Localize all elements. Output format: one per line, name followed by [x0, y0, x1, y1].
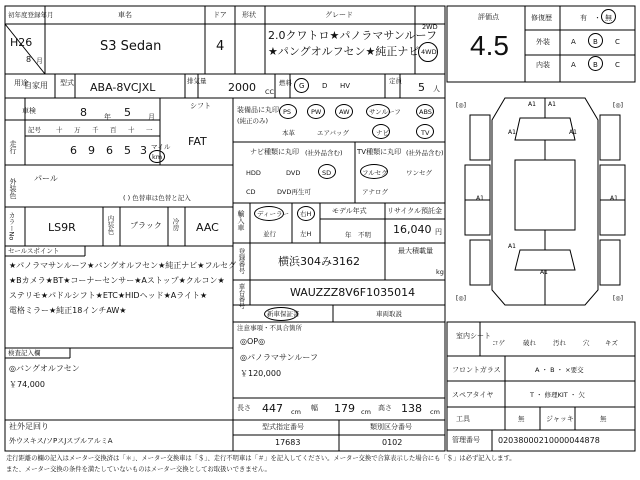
svg-text:[◎]: [◎] — [613, 102, 623, 109]
cc-unit: CC — [265, 88, 275, 96]
footer-note-1: 走行距離の欄の記入はメーター交換済は「＊」、メーター交換車は「＄」、走行不明車は「＃」を記入してください。メーター交換で合算表示した場合にも「＄」は必ず記入します。 — [6, 455, 516, 462]
svg-text:A1: A1 — [569, 129, 577, 136]
color-no: LS9R — [48, 221, 76, 234]
shift: FAT — [188, 135, 207, 148]
int-color: ブラック — [130, 221, 162, 230]
int-item-3: 汚れ — [553, 339, 566, 347]
int-color-label: 内装色 — [106, 215, 115, 235]
note-2: ◎パノラマサンルーフ — [240, 353, 318, 362]
note-3: ￥120,000 — [240, 369, 282, 378]
int-item-5: キズ — [605, 339, 618, 347]
height-label: 高さ — [378, 404, 392, 412]
equip-sub: (純正のみ) — [237, 117, 269, 125]
digit-hdr-6: 一 — [146, 126, 153, 134]
import-label: 輸入車 — [237, 210, 245, 231]
sales-point-4: 電格ミラー★純正18インチAW★ — [9, 306, 127, 315]
grade-4wd: 4WD — [421, 48, 437, 56]
fuel-g: G — [299, 82, 305, 90]
width: 179 — [334, 402, 355, 415]
interior-seat-label: 室内シート — [456, 332, 491, 340]
int-item-4: 穴 — [583, 339, 590, 347]
int-grade-b: B — [593, 61, 598, 69]
navi-dvd-play: DVD再生可 — [277, 188, 311, 196]
shape-label: 形状 — [242, 11, 256, 19]
tv-label: TV種類に丸印 — [357, 148, 402, 156]
inspection-label: 車検 — [22, 107, 36, 115]
reg-month: 8 — [26, 55, 32, 64]
score: 4.5 — [470, 30, 509, 61]
equip-tv: TV — [421, 129, 430, 137]
model-code: ABA-8VCJXL — [90, 81, 156, 94]
exterior-label: 外装 — [536, 38, 550, 46]
equip-leather: 本革 — [282, 129, 295, 137]
width-unit: cm — [361, 408, 371, 416]
import-dealer: ディーラー — [257, 210, 289, 218]
length: 447 — [262, 402, 283, 415]
capacity-label: 定員 — [389, 77, 402, 85]
ext-color: パール — [34, 174, 58, 183]
equip-pw: PW — [311, 108, 322, 116]
svg-text:A1: A1 — [476, 195, 484, 202]
svg-text:A1: A1 — [610, 195, 618, 202]
width-label: 幅 — [311, 404, 318, 412]
height: 138 — [401, 402, 422, 415]
recycle: 16,040 — [393, 223, 432, 236]
year-unit: 年 — [104, 113, 111, 121]
svg-text:[◎]: [◎] — [456, 102, 466, 109]
ext-color-label: 外装色 — [9, 178, 17, 199]
navi-hdd: HDD — [246, 169, 261, 177]
color-no-label: カラーNo — [7, 212, 16, 241]
model-year-value: 年 不明 — [345, 231, 371, 239]
mileage-place-label: 記号 — [28, 126, 41, 134]
name-label: 車名 — [118, 11, 132, 19]
model-year-label: モデル年式 — [332, 207, 367, 215]
reg-label: 初年度登録年月 — [8, 11, 54, 19]
mgmt-label: 管理番号 — [452, 436, 480, 444]
shift-label: シフト — [190, 102, 211, 110]
int-item-1: コゲ — [492, 339, 505, 347]
mileage-digit-5: 3 — [140, 144, 147, 157]
doors: 4 — [216, 39, 225, 54]
svg-text:A1: A1 — [548, 101, 556, 108]
spare-label: スペアタイヤ — [452, 391, 494, 399]
tv-fullseg: フルセグ — [362, 169, 388, 177]
mileage-digit-2: 9 — [88, 144, 95, 157]
repair-label: 修復歴 — [531, 14, 552, 22]
equip-abs: ABS — [419, 108, 432, 116]
grade-label: グレード — [325, 11, 353, 19]
digit-hdr-5: 十 — [128, 126, 135, 134]
door-label: ドア — [213, 11, 227, 19]
type-cert-label: 型式指定番号 — [262, 423, 304, 431]
ext-grade-a: A — [571, 38, 576, 46]
notes-label: 注意事項・不具合箇所 — [237, 324, 302, 332]
int-grade-c: C — [615, 61, 620, 69]
navi-cd: CD — [246, 188, 256, 196]
month-unit: 月 — [148, 113, 155, 121]
chassis: WAUZZZ8V6F1035014 — [290, 286, 416, 299]
fuel-hv: HV — [340, 82, 351, 90]
svg-text:[◎]: [◎] — [613, 295, 623, 302]
repair-yes: 有 — [580, 14, 587, 22]
reg-month-unit: 月 — [36, 57, 43, 65]
mgmt-no: 02038000210000044878 — [498, 436, 600, 445]
color-change-note: ( ) 色替車は色替と記入 — [123, 194, 191, 202]
model-label: 型式 — [60, 79, 74, 87]
mileage-digit-3: 6 — [106, 144, 113, 157]
svg-text:A1: A1 — [540, 269, 548, 276]
sales-point-label: セールスポイント — [8, 247, 60, 255]
grade-2wd: 2WD — [422, 23, 438, 31]
fuel-d: D — [322, 82, 328, 90]
plate: 横浜304み3162 — [278, 255, 360, 268]
usage-label: 用途 — [14, 79, 28, 87]
equip-navi: ナビ — [376, 129, 389, 137]
outside-parts: 外ウスキス/ソPスJスプルアルミA — [9, 437, 113, 445]
category: 0102 — [382, 438, 403, 447]
displacement-label: 排気量 — [187, 77, 207, 85]
insp-note-label: 検査記入欄 — [8, 349, 41, 357]
insp-note-2: ￥74,000 — [9, 380, 45, 389]
svg-text:A1: A1 — [508, 243, 516, 250]
reg-year: H26 — [10, 36, 33, 49]
warranty-label: 新車保証書 — [267, 310, 300, 318]
max-load-label: 最大積載量 — [398, 247, 433, 255]
chassis-label: 車台番号 — [237, 283, 246, 309]
front-glass-label: フロントガラス — [452, 366, 501, 374]
equip-aw: AW — [339, 108, 350, 116]
recycle-unit: 円 — [435, 228, 442, 236]
interior-label: 内装 — [536, 61, 550, 69]
import-lefth: 左H — [300, 230, 312, 238]
tools-val: 無 — [518, 415, 525, 423]
navi-sd: SD — [322, 169, 332, 177]
ext-grade-c: C — [615, 38, 620, 46]
kg-unit: kg — [436, 268, 444, 276]
sales-point-2: ★Bカメラ★BT★コーナーセンサー★Aストップ★クルコン★ — [9, 276, 225, 285]
digit-hdr-3: 千 — [92, 126, 99, 134]
fuel-label: 燃料 — [279, 79, 292, 87]
tv-sub: (社外品含む) — [406, 149, 444, 157]
tv-oneseg: ワンセグ — [406, 169, 432, 177]
sales-point-3: ステリモ★パドルシフト★ETC★HIDヘッド★Aライト★ — [9, 291, 208, 300]
mile-unit: マイル — [151, 143, 171, 151]
insp-month: 5 — [124, 106, 131, 119]
equip-label: 装備品に丸印 — [237, 106, 279, 114]
navi-label: ナビ種類に丸印 — [250, 148, 299, 156]
note-1: ◎OP◎ — [240, 337, 266, 346]
repair-sep: ・ — [594, 14, 601, 22]
insp-note-1: ◎バングオルフセン — [9, 364, 80, 373]
grade-line2: ★パングオルフセン★純正ナビ — [268, 45, 420, 58]
type-cert: 17683 — [275, 438, 301, 447]
km-unit: km — [152, 153, 163, 161]
digit-hdr-2: 万 — [74, 126, 81, 134]
car-name: S3 Sedan — [100, 39, 162, 54]
insp-year: 8 — [80, 106, 87, 119]
int-item-2: 破れ — [523, 339, 536, 347]
mileage-digit-1: 6 — [70, 144, 77, 157]
sales-point-1: ★パノラマサンルーフ★バングオルフセン★純正ナビ★フルセグ — [9, 261, 237, 270]
mileage-label: 走行 — [9, 140, 17, 154]
footer-note-2: また、メーター交換の条件を満たしていないものはメーター交換としてお取扱いできません。 — [6, 466, 271, 473]
mileage-digit-4: 5 — [124, 144, 131, 157]
eval-label: 評価点 — [478, 13, 499, 21]
recycle-label: リサイクル預託金 — [387, 207, 443, 215]
jack-label: ジャッキ — [546, 415, 574, 423]
digit-hdr-1: 十 — [56, 126, 63, 134]
manual-label: 車両取説 — [376, 310, 402, 318]
plate-label: 登録番号 — [237, 248, 246, 274]
import-righth: 右H — [300, 210, 312, 218]
int-grade-a: A — [571, 61, 576, 69]
spare-opts: T ・ 修理KIT ・ 欠 — [530, 391, 585, 399]
usage: 自家用 — [24, 81, 48, 90]
svg-text:[◎]: [◎] — [456, 295, 466, 302]
ac-label: 冷房 — [171, 218, 180, 231]
svg-text:A1: A1 — [508, 129, 516, 136]
repair-no: 無 — [605, 14, 612, 22]
length-label: 長さ — [237, 404, 251, 412]
ac: AAC — [196, 221, 219, 234]
svg-text:A1: A1 — [528, 101, 536, 108]
equip-ps: PS — [283, 108, 292, 116]
height-unit: cm — [430, 408, 440, 416]
equip-sunroof: サンルーフ — [369, 108, 401, 116]
tools-label: 工具 — [456, 415, 470, 423]
outside-label: 社外足回り — [9, 422, 49, 431]
equip-airbag: エアバッグ — [317, 129, 349, 137]
jack-val: 無 — [600, 415, 607, 423]
import-parallel: 並行 — [263, 230, 276, 238]
capacity: 5 — [418, 81, 425, 94]
length-unit: cm — [291, 408, 301, 416]
capacity-unit: 人 — [433, 85, 440, 93]
front-glass-opts: A ・ B ・ ×要交 — [535, 366, 584, 374]
navi-dvd: DVD — [286, 169, 301, 177]
navi-sub: (社外品含む) — [305, 149, 343, 157]
category-label: 類別区分番号 — [370, 423, 412, 431]
grade-line1: 2.0クワトロ★パノラマサンルーフ — [268, 29, 437, 42]
ext-grade-b: B — [593, 38, 598, 46]
tv-analog: アナログ — [362, 188, 388, 196]
displacement: 2000 — [228, 81, 256, 94]
digit-hdr-4: 百 — [110, 126, 117, 134]
